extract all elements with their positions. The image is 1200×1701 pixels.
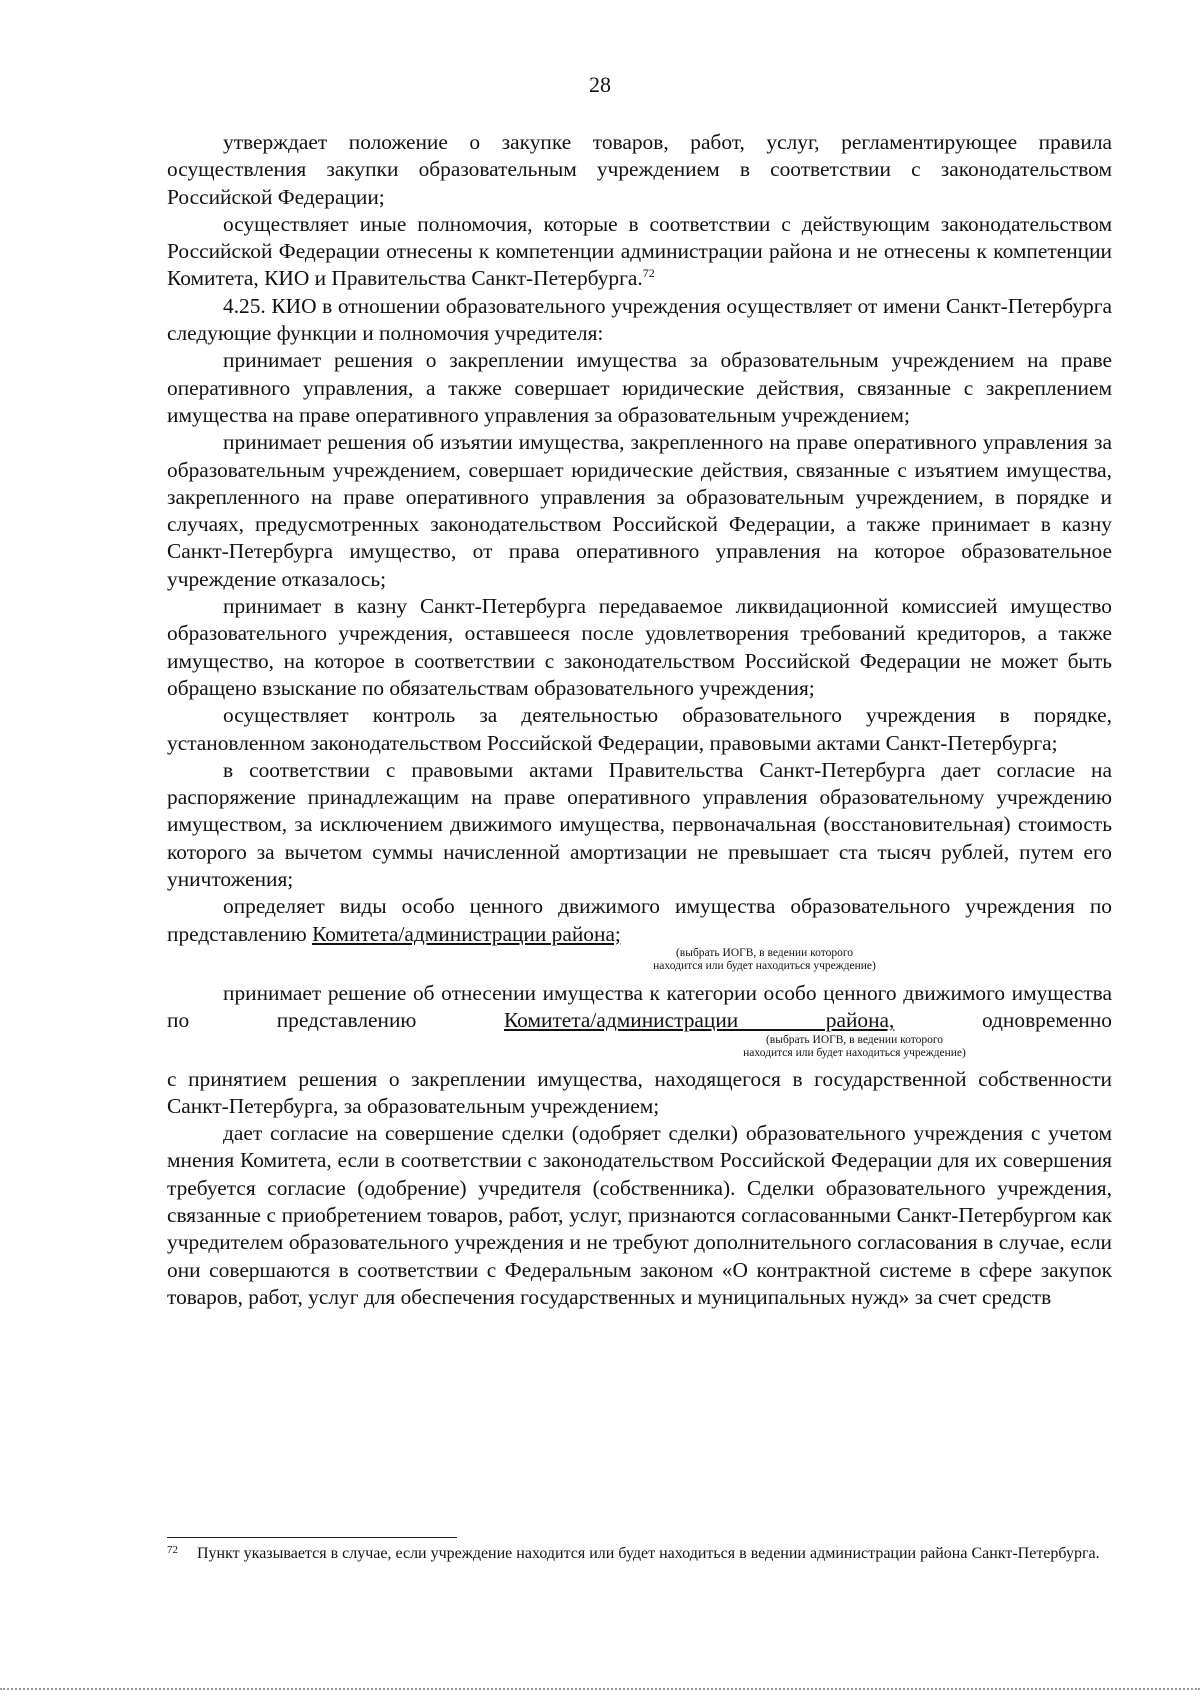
paragraph-deals-consent: дает согласие на совершение сделки (одобряет сделки) образовательного учреждения с учетом мнения Комитета, если в соответствии с законодательством Российской Федерации для их совершения требуется согласие (одобрение) учредителя (собственника). Сделки образовательного учреждения, связанные с приобретением товаров, работ, услуг, признаются согласованными Санкт-Петербургом как учредителем образовательного учреждения и не требуют дополнительного согласования в случае, если они совершаются в соответствии с Федеральным законом «О контрактной системе в сфере закупок товаров, работ, услуг для обеспечения государственных и муниципальных нужд» за счет средств: [167, 1121, 1112, 1309]
document-body: [167, 129, 1112, 1311]
paragraph-other-powers: [167, 211, 1112, 293]
page-number: 28: [589, 72, 611, 97]
authority-selection-field: Комитета/администрации района,: [503, 1008, 895, 1033]
paragraph-withdraw-property: принимает решения об изъятии имущества, закрепленного на праве оперативного управления за образовательным учреждением, совершает юридические действия, связанные с изъятием имущества, закрепленного на праве оперативного управления за образовательным учреждением, в порядке и случаях, предусмотренных законодательством Российской Федерации, а также принимает в казну Санкт-Петербурга имущество, от права оперативного управления на которое образовательное учреждение отказалось;: [167, 430, 1112, 591]
paragraph-text: определяет виды особо ценного движимого имущества образовательного учреждения по представлению: [167, 894, 1112, 946]
paragraph-text: принимает решение об отнесении имущества к категории особо ценного движимого имущества по представлению: [167, 980, 1112, 1033]
authority-selection-field: Комитета/администрации района;: [312, 921, 621, 946]
paragraph-text: одновременно: [981, 1008, 1112, 1033]
footnote-text: Пункт указывается в случае, если учреждение находится или будет находиться в ведении администрации района Санкт-Петербурга.: [197, 1545, 1100, 1562]
paragraph-valuable-property: [167, 893, 1112, 948]
paragraph-assign-property: принимает решения о закреплении имущества за образовательным учреждением на праве оперативного управления, а также совершает юридические действия, связанные с закреплением имущества на праве оперативного управления за образовательным учреждением;: [167, 348, 1112, 427]
hint-line: (выбрать ИОГВ, в ведении которого: [765, 1033, 944, 1046]
hint-line: находится или будет находиться учреждение): [653, 959, 876, 972]
selection-hint: [167, 1034, 1112, 1060]
footnote-mark: 72: [167, 1544, 178, 1556]
footnote: [167, 1543, 1112, 1565]
paragraph-categorize: [167, 980, 1112, 1035]
hint-line: находится или будет находиться учреждение): [743, 1046, 966, 1059]
paragraph-control: осуществляет контроль за деятельностью образовательного учреждения в порядке, установленном законодательством Российской Федерации, правовыми актами Санкт-Петербурга;: [167, 703, 1112, 755]
selection-hint: [167, 947, 1112, 973]
paragraph-consent-disposal: в соответствии с правовыми актами Правительства Санкт-Петербурга дает согласие на распоряжение принадлежащим на праве оперативного управления образовательному учреждению имуществом, за исключением движимого имущества, первоначальная (восстановительная) стоимость которого за вычетом суммы начисленной амортизации не превышает ста тысяч рублей, путем его уничтожения;: [167, 757, 1112, 892]
hint-line: (выбрать ИОГВ, в ведении которого: [675, 946, 854, 959]
paragraph-section-4-25: 4.25. КИО в отношении образовательного учреждения осуществляет от имени Санкт-Петербурга следующие функции и полномочия учредителя:: [167, 293, 1112, 346]
footnote-reference[interactable]: 72: [642, 266, 655, 281]
paragraph-procurement: утверждает положение о закупке товаров, работ, услуг, регламентирующее правила осуществления закупки образовательным учреждением в соответствии с законодательством Российской Федерации;: [167, 130, 1112, 209]
footnote-divider: [167, 1537, 457, 1538]
paragraph-categorize-continued: с принятием решения о закреплении имущества, находящегося в государственной собственности Санкт-Петербурга, за образовательным учреждением;: [167, 1066, 1112, 1118]
paragraph-liquidation: принимает в казну Санкт-Петербурга передаваемое ликвидационной комиссией имущество образовательного учреждения, оставшееся после удовлетворения требований кредиторов, а также имущество, на которое в соответствии с законодательством Российской Федерации не может быть обращено взыскание по обязательствам образовательного учреждения;: [167, 594, 1112, 700]
paragraph-text: осуществляет иные полномочия, которые в соответствии с действующим законодательством Российской Федерации отнесены к компетенции администрации района и не отнесены к компетенции Комитета, КИО и Правительства Санкт-Петербурга.: [167, 211, 1112, 291]
scan-artifact-line: [0, 1688, 1200, 1693]
